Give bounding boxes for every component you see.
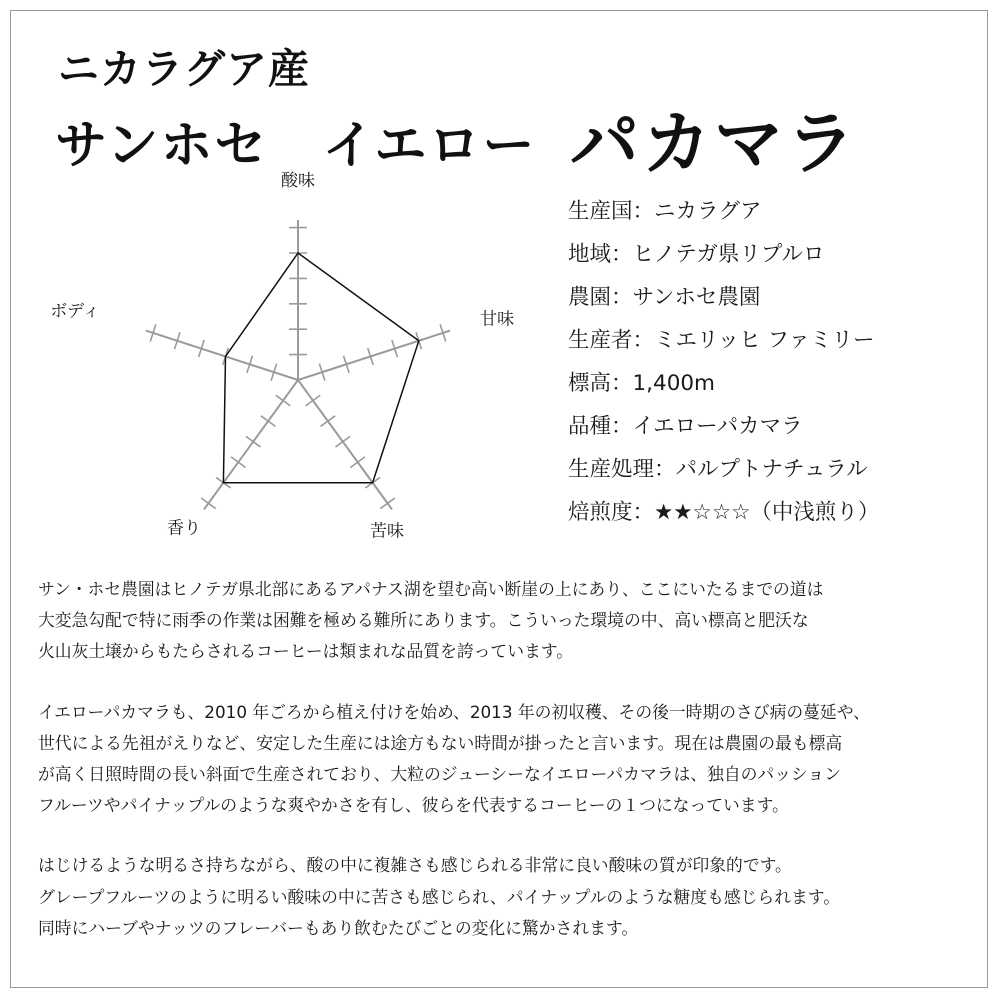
description-paragraph-2	[38, 697, 978, 822]
radar-tick	[336, 436, 351, 447]
text-line: 同時にハーブやナッツのフレーバーもあり飲むたびごとの変化に驚かされます。	[38, 917, 639, 938]
radar-tick	[231, 457, 246, 468]
spec-altitude: 標高：1,400m	[568, 371, 715, 396]
radar-axis-sweet	[298, 331, 450, 380]
radar-label-sweet: 甘味	[480, 309, 515, 330]
radar-axis-body	[146, 331, 298, 380]
radar-labels	[50, 171, 514, 541]
radar-label-sour: 酸味	[281, 171, 315, 191]
radar-tick	[306, 395, 321, 406]
text-line: イエローパカマラも、2010 年ごろから植え付けを始め、2013 年の初収穫、その後一時期のさび病の蔓延や、	[38, 701, 870, 722]
text-line: 火山灰土壌からもたらされるコーヒーは類まれな品質を誇っています。	[38, 641, 573, 662]
text-line: フルーツやパイナップルのような爽やかさを有し、彼らを代表するコーヒーの１つになっています。	[38, 795, 789, 816]
text-line: グレープフルーツのように明るい酸味の中に苦さも感じられ、パイナップルのような糖度も感じられます。	[38, 886, 840, 907]
radar-tick	[261, 416, 276, 427]
radar-tick	[276, 395, 291, 406]
description-paragraph-3	[38, 850, 978, 944]
text-line: 大変急勾配で特に雨季の作業は困難を極める難所にあります。こういった環境の中、高い標高と肥沃な	[38, 610, 809, 631]
description-paragraph-1	[38, 574, 978, 668]
title-farm: サンホセ イエロー	[55, 115, 537, 176]
radar-axis-bitter	[298, 380, 392, 509]
radar-label-aroma: 香り	[166, 518, 201, 539]
radar-tick	[246, 436, 261, 447]
text-line: が高く日照時間の長い斜面で生産されており、大粒のジューシーなイエローパカマラは、独自のパッション	[38, 764, 841, 785]
title-origin: ニカラグア産	[58, 45, 310, 93]
radar-axes	[146, 220, 450, 509]
text-line: 世代による先祖がえりなど、安定した生産には途方もない時間が掛ったと言います。現在は農園の最も標高	[38, 732, 843, 753]
text-line: はじけるような明るさ持ちながら、酸の中に複雑さも感じられる非常に良い酸味の質が印象的です。	[38, 855, 792, 876]
radar-tick	[321, 416, 336, 427]
radar-label-body: ボディ	[50, 301, 100, 322]
description	[38, 574, 978, 973]
flavor-radar-chart	[40, 171, 560, 542]
spec-region: 地域：ヒノテガ県リプルロ	[568, 242, 825, 267]
title-variety: パカマラ	[570, 103, 858, 184]
radar-tick	[350, 457, 365, 468]
spec-producer: 生産者：ミエリッヒ ファミリー	[568, 328, 875, 353]
spec-list	[568, 196, 879, 540]
text-line: サン・ホセ農園はヒノテガ県北部にあるアパナス湖を望む高い断崖の上にあり、ここにいたるまでの道は	[38, 579, 824, 599]
spec-process: 生産処理：パルプトナチュラル	[568, 457, 868, 482]
spec-farm: 農園：サンホセ農園	[568, 285, 761, 310]
spec-country: 生産国：ニカラグア	[568, 199, 762, 224]
spec-variety: 品種：イエローパカマラ	[568, 414, 803, 439]
radar-axis-aroma	[204, 380, 298, 509]
radar-label-bitter: 苦味	[370, 521, 405, 542]
spec-roast: 焙煎度：★★☆☆☆（中浅煎り）	[568, 500, 880, 525]
radar-tick	[380, 498, 395, 509]
radar-tick	[201, 498, 216, 509]
